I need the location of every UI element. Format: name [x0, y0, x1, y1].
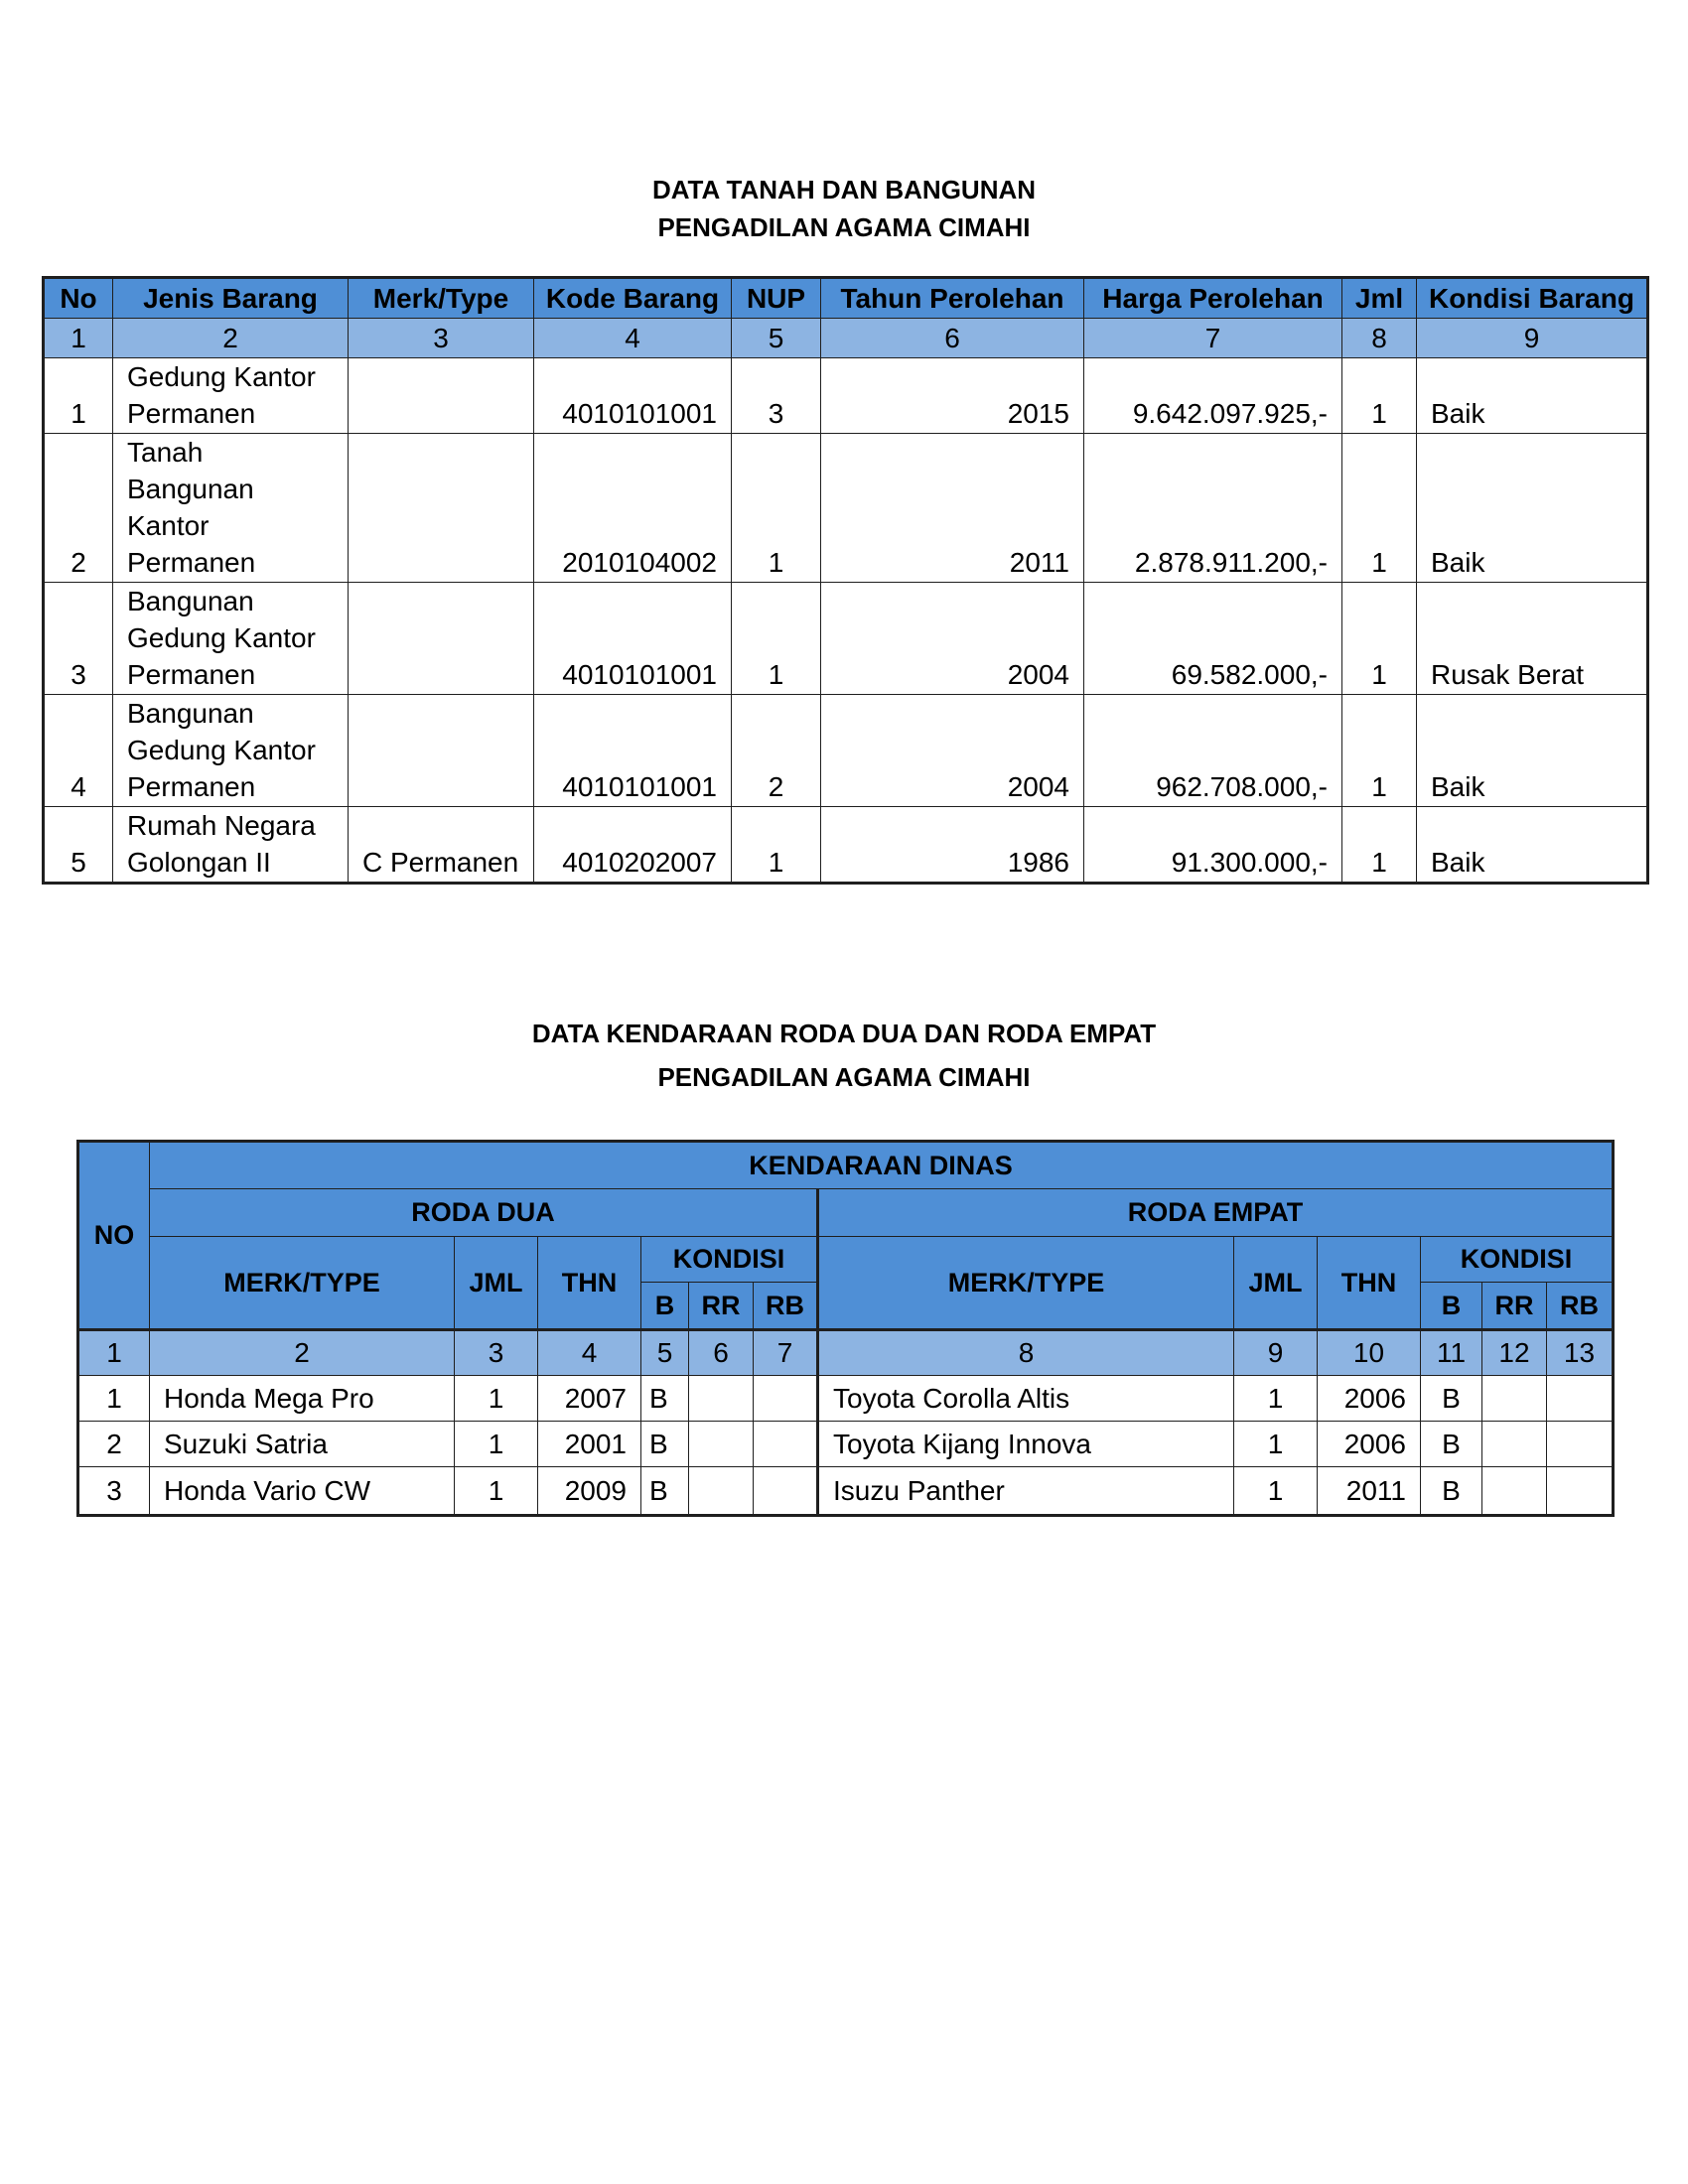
- cell-dua-jml: 1: [455, 1467, 538, 1516]
- cell-no: 2: [78, 1422, 150, 1467]
- table-row: [78, 1422, 1614, 1467]
- cell-jenis-barang: [113, 583, 349, 695]
- cell-jml: 1: [1342, 583, 1417, 695]
- cell-tahun: 2004: [821, 583, 1084, 695]
- header-row-columns: [78, 1237, 1614, 1283]
- cell-nup: 3: [732, 358, 821, 434]
- cell-jenis-barang: [113, 807, 349, 884]
- cell-dua-b: B: [641, 1467, 689, 1516]
- col-header-dua-jml: JML: [455, 1237, 538, 1330]
- cell-jenis-barang: [113, 358, 349, 434]
- header-roda-dua: RODA DUA: [150, 1189, 818, 1237]
- cell-kode-barang: 4010202007: [534, 807, 732, 884]
- index-cell: 9: [1234, 1330, 1318, 1376]
- cell-harga: 91.300.000,-: [1084, 807, 1342, 884]
- cell-dua-merk: Honda Vario CW: [150, 1467, 455, 1516]
- cell-dua-rr: [689, 1422, 754, 1467]
- col-header-empat-rb: RB: [1547, 1283, 1614, 1330]
- col-header-harga-perolehan: Harga Perolehan: [1084, 278, 1342, 319]
- cell-jml: 1: [1342, 434, 1417, 583]
- jenis-line: Permanen: [127, 771, 256, 802]
- cell-jenis-barang: [113, 434, 349, 583]
- cell-empat-rb: [1547, 1376, 1614, 1422]
- cell-dua-rb: [754, 1376, 818, 1422]
- vehicle-table: [76, 1140, 1615, 1517]
- index-cell: 9: [1417, 319, 1648, 358]
- cell-dua-rr: [689, 1376, 754, 1422]
- col-header-merk-type: Merk/Type: [349, 278, 534, 319]
- cell-no: 4: [44, 695, 113, 807]
- cell-no: 3: [44, 583, 113, 695]
- cell-merk-type: [349, 695, 534, 807]
- cell-nup: 1: [732, 434, 821, 583]
- cell-empat-thn: 2006: [1318, 1422, 1421, 1467]
- land-building-title-line1: DATA TANAH DAN BANGUNAN: [651, 175, 1037, 205]
- cell-dua-thn: 2007: [538, 1376, 641, 1422]
- index-cell: 5: [641, 1330, 689, 1376]
- cell-dua-merk: Suzuki Satria: [150, 1422, 455, 1467]
- vehicle-title-line1: DATA KENDARAAN RODA DUA DAN RODA EMPAT: [531, 1019, 1157, 1048]
- cell-empat-rr: [1482, 1467, 1547, 1516]
- cell-tahun: 1986: [821, 807, 1084, 884]
- col-header-dua-rb: RB: [754, 1283, 818, 1330]
- cell-jml: 1: [1342, 807, 1417, 884]
- header-row-group: [78, 1142, 1614, 1189]
- cell-empat-b: B: [1421, 1376, 1482, 1422]
- jenis-line: Permanen: [127, 547, 256, 578]
- cell-dua-jml: 1: [455, 1422, 538, 1467]
- jenis-line: Tanah Bangunan: [127, 437, 254, 504]
- cell-harga: 69.582.000,-: [1084, 583, 1342, 695]
- cell-jenis-barang: [113, 695, 349, 807]
- cell-nup: 1: [732, 583, 821, 695]
- cell-empat-thn: 2006: [1318, 1376, 1421, 1422]
- cell-empat-merk: Isuzu Panther: [818, 1467, 1234, 1516]
- col-header-jml: Jml: [1342, 278, 1417, 319]
- cell-no: 5: [44, 807, 113, 884]
- cell-tahun: 2011: [821, 434, 1084, 583]
- index-cell: 3: [349, 319, 534, 358]
- table-row: [44, 807, 1648, 884]
- cell-harga: 962.708.000,-: [1084, 695, 1342, 807]
- cell-dua-jml: 1: [455, 1376, 538, 1422]
- cell-jml: 1: [1342, 695, 1417, 807]
- jenis-line: Golongan II: [127, 847, 271, 878]
- cell-no: 2: [44, 434, 113, 583]
- cell-harga: 2.878.911.200,-: [1084, 434, 1342, 583]
- index-cell: 2: [150, 1330, 455, 1376]
- index-cell: 11: [1421, 1330, 1482, 1376]
- cell-no: 3: [78, 1467, 150, 1516]
- cell-empat-jml: 1: [1234, 1467, 1318, 1516]
- col-header-no: No: [44, 278, 113, 319]
- col-header-empat-rr: RR: [1482, 1283, 1547, 1330]
- cell-empat-b: B: [1421, 1467, 1482, 1516]
- jenis-line: Permanen: [127, 398, 256, 429]
- cell-kode-barang: 4010101001: [534, 695, 732, 807]
- cell-empat-rb: [1547, 1467, 1614, 1516]
- cell-empat-thn: 2011: [1318, 1467, 1421, 1516]
- jenis-line: Gedung Kantor: [127, 361, 316, 392]
- jenis-line: Gedung Kantor: [127, 622, 316, 653]
- jenis-line: Bangunan: [127, 586, 254, 616]
- col-header-dua-kondisi: KONDISI: [641, 1237, 818, 1283]
- cell-empat-rb: [1547, 1422, 1614, 1467]
- index-cell: 1: [78, 1330, 150, 1376]
- land-building-table: [42, 276, 1649, 885]
- col-header-empat-merk: MERK/TYPE: [818, 1237, 1234, 1330]
- index-cell: 13: [1547, 1330, 1614, 1376]
- col-header-kondisi-barang: Kondisi Barang: [1417, 278, 1648, 319]
- cell-dua-thn: 2001: [538, 1422, 641, 1467]
- cell-empat-jml: 1: [1234, 1376, 1318, 1422]
- header-row-type: [78, 1189, 1614, 1237]
- jenis-line: Permanen: [127, 659, 256, 690]
- table-row: [44, 434, 1648, 583]
- table-row: [78, 1467, 1614, 1516]
- cell-kondisi: Baik: [1417, 695, 1648, 807]
- col-header-empat-b: B: [1421, 1283, 1482, 1330]
- jenis-line: Bangunan: [127, 698, 254, 729]
- col-header-jenis-barang: Jenis Barang: [113, 278, 349, 319]
- col-header-dua-b: B: [641, 1283, 689, 1330]
- index-cell: 4: [538, 1330, 641, 1376]
- cell-dua-b: B: [641, 1422, 689, 1467]
- cell-jml: 1: [1342, 358, 1417, 434]
- table-header-row: [44, 278, 1648, 319]
- col-header-dua-thn: THN: [538, 1237, 641, 1330]
- cell-empat-b: B: [1421, 1422, 1482, 1467]
- cell-dua-thn: 2009: [538, 1467, 641, 1516]
- col-header-no: NO: [78, 1142, 150, 1330]
- cell-merk-type: [349, 583, 534, 695]
- jenis-line: Gedung Kantor: [127, 735, 316, 765]
- index-cell: 8: [1342, 319, 1417, 358]
- jenis-line: Rumah Negara: [127, 810, 316, 841]
- index-cell: 6: [689, 1330, 754, 1376]
- land-building-title: [0, 171, 1688, 246]
- index-cell: 10: [1318, 1330, 1421, 1376]
- cell-kondisi: Baik: [1417, 434, 1648, 583]
- index-cell: 4: [534, 319, 732, 358]
- vehicle-title: [0, 1015, 1688, 1096]
- cell-dua-rb: [754, 1467, 818, 1516]
- cell-kondisi: Rusak Berat: [1417, 583, 1648, 695]
- col-header-empat-kondisi: KONDISI: [1421, 1237, 1614, 1283]
- cell-kode-barang: 4010101001: [534, 358, 732, 434]
- cell-dua-rb: [754, 1422, 818, 1467]
- cell-dua-rr: [689, 1467, 754, 1516]
- cell-nup: 2: [732, 695, 821, 807]
- cell-kode-barang: 2010104002: [534, 434, 732, 583]
- cell-empat-merk: Toyota Corolla Altis: [818, 1376, 1234, 1422]
- col-header-dua-rr: RR: [689, 1283, 754, 1330]
- col-header-dua-merk: MERK/TYPE: [150, 1237, 455, 1330]
- col-header-kode-barang: Kode Barang: [534, 278, 732, 319]
- cell-nup: 1: [732, 807, 821, 884]
- cell-tahun: 2004: [821, 695, 1084, 807]
- jenis-line: Kantor: [127, 510, 210, 541]
- col-header-empat-thn: THN: [1318, 1237, 1421, 1330]
- index-cell: 5: [732, 319, 821, 358]
- col-header-tahun-perolehan: Tahun Perolehan: [821, 278, 1084, 319]
- index-cell: 12: [1482, 1330, 1547, 1376]
- cell-empat-merk: Toyota Kijang Innova: [818, 1422, 1234, 1467]
- cell-merk-type: C Permanen: [349, 807, 534, 884]
- table-row: [44, 358, 1648, 434]
- cell-merk-type: [349, 434, 534, 583]
- column-index-row: [44, 319, 1648, 358]
- cell-kondisi: Baik: [1417, 807, 1648, 884]
- col-header-empat-jml: JML: [1234, 1237, 1318, 1330]
- cell-dua-b: B: [641, 1376, 689, 1422]
- column-index-row: [78, 1330, 1614, 1376]
- index-cell: 7: [1084, 319, 1342, 358]
- index-cell: 7: [754, 1330, 818, 1376]
- cell-dua-merk: Honda Mega Pro: [150, 1376, 455, 1422]
- vehicle-title-line2: PENGADILAN AGAMA CIMAHI: [657, 1062, 1031, 1092]
- index-cell: 6: [821, 319, 1084, 358]
- cell-empat-rr: [1482, 1422, 1547, 1467]
- cell-empat-rr: [1482, 1376, 1547, 1422]
- table-row: [78, 1376, 1614, 1422]
- cell-harga: 9.642.097.925,-: [1084, 358, 1342, 434]
- index-cell: 2: [113, 319, 349, 358]
- cell-merk-type: [349, 358, 534, 434]
- cell-tahun: 2015: [821, 358, 1084, 434]
- cell-kode-barang: 4010101001: [534, 583, 732, 695]
- header-roda-empat: RODA EMPAT: [818, 1189, 1614, 1237]
- cell-kondisi: Baik: [1417, 358, 1648, 434]
- index-cell: 1: [44, 319, 113, 358]
- index-cell: 3: [455, 1330, 538, 1376]
- land-building-title-line2: PENGADILAN AGAMA CIMAHI: [657, 212, 1031, 242]
- col-header-nup: NUP: [732, 278, 821, 319]
- cell-empat-jml: 1: [1234, 1422, 1318, 1467]
- table-row: [44, 695, 1648, 807]
- table-row: [44, 583, 1648, 695]
- header-kendaraan-dinas: KENDARAAN DINAS: [150, 1142, 1614, 1189]
- cell-no: 1: [78, 1376, 150, 1422]
- cell-no: 1: [44, 358, 113, 434]
- index-cell: 8: [818, 1330, 1234, 1376]
